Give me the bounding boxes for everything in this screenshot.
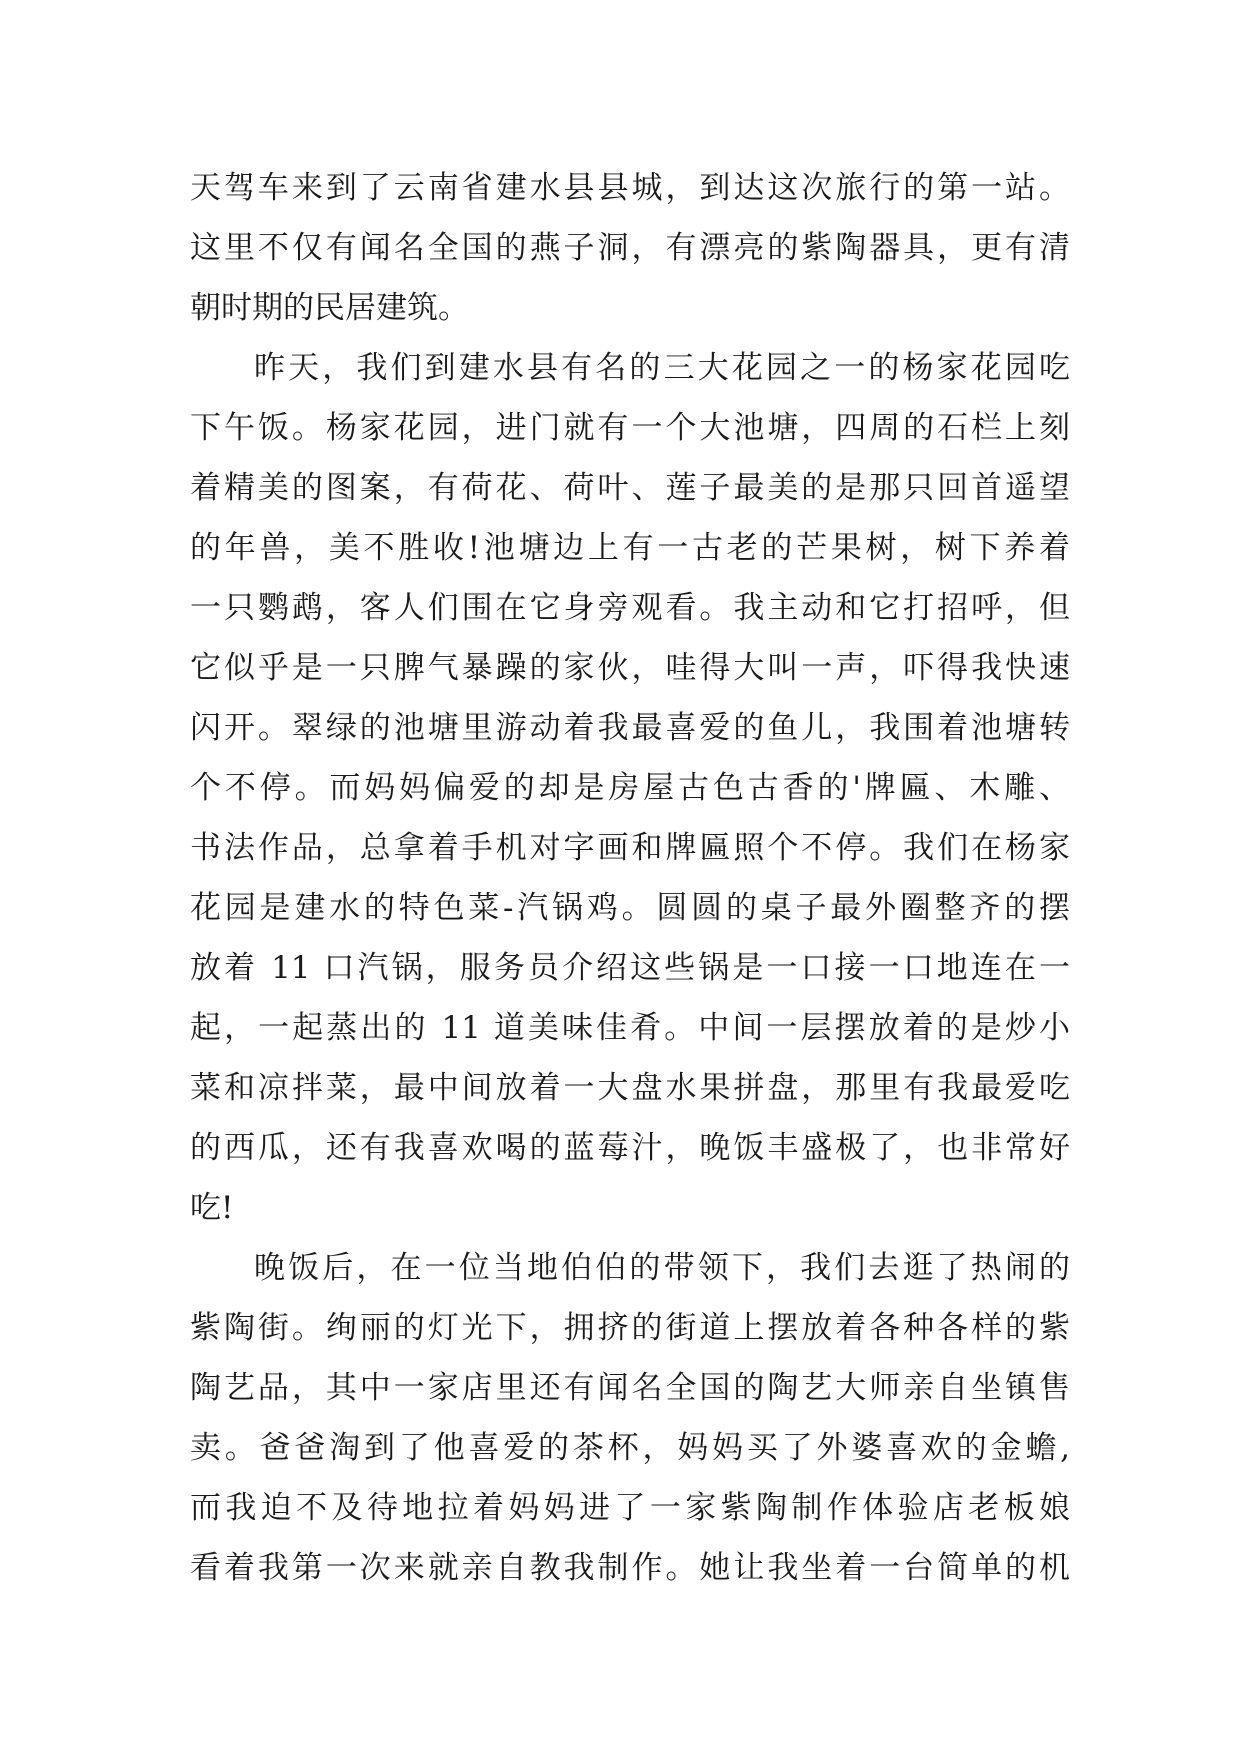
text-line: 起，一起蒸出的 11 道美味佳肴。中间一层摆放着的是炒小 <box>190 1010 1070 1046</box>
paragraph-3 <box>190 1238 1070 1598</box>
text-line: 花园是建水的特色菜-汽锅鸡。圆圆的桌子最外圈整齐的摆 <box>190 890 1070 926</box>
text-line: 这里不仅有闻名全国的燕子洞，有漂亮的紫陶器具，更有清 <box>190 230 1070 266</box>
text-line: 紫陶街。绚丽的灯光下，拥挤的街道上摆放着各种各样的紫 <box>190 1310 1070 1346</box>
text-line: 陶艺品，其中一家店里还有闻名全国的陶艺大师亲自坐镇售 <box>190 1370 1070 1406</box>
text-line: 朝时期的民居建筑。 <box>190 290 469 326</box>
text-line: 卖。爸爸淘到了他喜爱的茶杯，妈妈买了外婆喜欢的金蟾, <box>190 1430 1070 1466</box>
text-line: 晚饭后，在一位当地伯伯的带领下，我们去逛了热闹的 <box>254 1250 1070 1286</box>
body-text <box>190 158 1070 1598</box>
text-line: 吃! <box>190 1190 234 1226</box>
text-line: 的西瓜，还有我喜欢喝的蓝莓汁，晚饭丰盛极了，也非常好 <box>190 1130 1070 1166</box>
text-line: 而我迫不及待地拉着妈妈进了一家紫陶制作体验店老板娘 <box>190 1490 1070 1526</box>
text-line: 它似乎是一只脾气暴躁的家伙，哇得大叫一声，吓得我快速 <box>190 650 1070 686</box>
paragraph-2 <box>190 338 1070 1238</box>
text-line: 昨天，我们到建水县有名的三大花园之一的杨家花园吃 <box>254 350 1070 386</box>
text-line: 看着我第一次来就亲自教我制作。她让我坐着一台简单的机 <box>190 1550 1070 1586</box>
text-line: 个不停。而妈妈偏爱的却是房屋古色古香的'牌匾、木雕、 <box>190 770 1070 806</box>
paragraph-1 <box>190 158 1070 338</box>
text-line: 下午饭。杨家花园，进门就有一个大池塘，四周的石栏上刻 <box>190 410 1070 446</box>
text-line: 一只鹦鹉，客人们围在它身旁观看。我主动和它打招呼，但 <box>190 590 1070 626</box>
text-line: 着精美的图案，有荷花、荷叶、莲子最美的是那只回首遥望 <box>190 470 1070 506</box>
text-line: 闪开。翠绿的池塘里游动着我最喜爱的鱼儿，我围着池塘转 <box>190 710 1070 746</box>
text-line: 书法作品，总拿着手机对字画和牌匾照个不停。我们在杨家 <box>190 830 1070 866</box>
text-line: 的年兽，美不胜收!池塘边上有一古老的芒果树，树下养着 <box>190 530 1070 566</box>
text-line: 放着 11 口汽锅，服务员介绍这些锅是一口接一口地连在一 <box>190 950 1070 986</box>
text-line: 菜和凉拌菜，最中间放着一大盘水果拼盘，那里有我最爱吃 <box>190 1070 1070 1106</box>
text-line: 天驾车来到了云南省建水县县城，到达这次旅行的第一站。 <box>190 170 1070 206</box>
